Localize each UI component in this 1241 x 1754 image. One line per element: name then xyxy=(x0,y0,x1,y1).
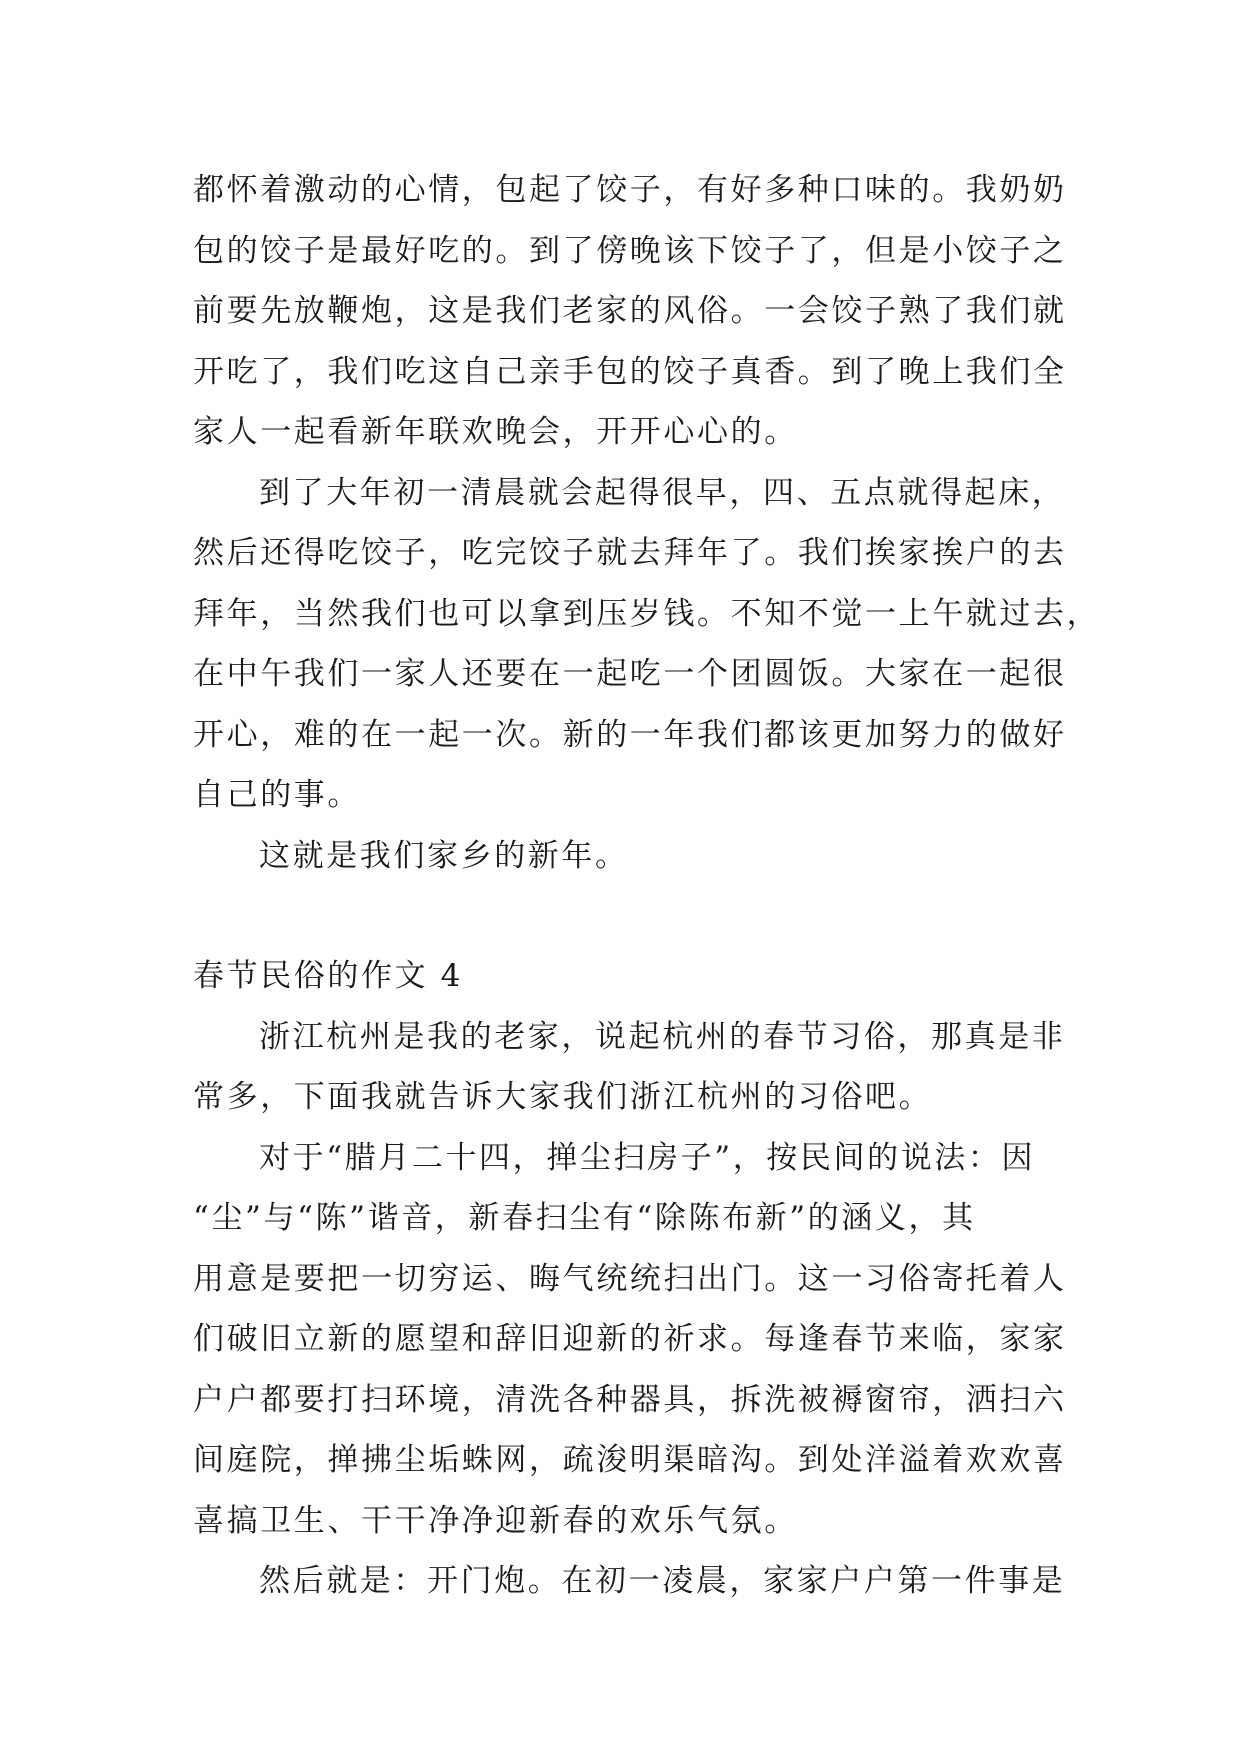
text-line: 都怀着激动的心情，包起了饺子，有好多种口味的。我奶奶 xyxy=(193,172,1067,208)
text-line: 喜搞卫生、干干净净迎新春的欢乐气氛。 xyxy=(193,1502,798,1539)
text-line: 然后就是：开门炮。在初一凌晨，家家户户第一件事是 xyxy=(259,1563,1066,1599)
text-line: 开心，难的在一起一次。新的一年我们都该更加努力的做好 xyxy=(193,716,1067,753)
text-line: 这就是我们家乡的新年。 xyxy=(259,837,629,874)
text-line: 开吃了，我们吃这自己亲手包的饺子真香。到了晚上我们全 xyxy=(193,353,1067,390)
text-line: 然后还得吃饺子，吃完饺子就去拜年了。我们挨家挨户的去 xyxy=(193,535,1067,571)
text-line: 用意是要把一切穷运、晦气统统扫出门。这一习俗寄托着人 xyxy=(193,1260,1067,1297)
text-line: 常多，下面我就告诉大家我们浙江杭州的习俗吧。 xyxy=(193,1079,933,1115)
paragraph-5 xyxy=(193,1128,1067,1552)
text-line: 对于“腊月二十四，掸尘扫房子”，按民间的说法：因 xyxy=(259,1139,1036,1176)
text-line: 浙江杭州是我的老家，说起杭州的春节习俗，那真是非 xyxy=(259,1018,1066,1055)
paragraph-2 xyxy=(193,463,1101,826)
section-title: 春节民俗的作文 4 xyxy=(193,958,463,994)
text-line: 包的饺子是最好吃的。到了傍晚该下饺子了，但是小饺子之 xyxy=(193,232,1067,269)
text-line: “尘”与“陈”谐音，新春扫尘有“除陈布新”的涵义，其 xyxy=(193,1200,976,1236)
paragraph-1 xyxy=(193,160,1067,463)
document-body xyxy=(193,160,1101,1612)
text-line: 到了大年初一清晨就会起得很早，四、五点就得起床， xyxy=(259,474,1066,511)
text-line: 户户都要打扫环境，清洗各种器具，拆洗被褥窗帘，洒扫六 xyxy=(193,1381,1067,1418)
text-line: 们破旧立新的愿望和辞旧迎新的祈求。每逢春节来临，家家 xyxy=(193,1321,1067,1357)
text-line: 自己的事。 xyxy=(193,777,361,813)
text-line: 在中午我们一家人还要在一起吃一个团圆饭。大家在一起很 xyxy=(193,656,1067,692)
text-line: 间庭院，掸拂尘垢蛛网，疏浚明渠暗沟。到处洋溢着欢欢喜 xyxy=(193,1442,1067,1478)
text-line: 拜年，当然我们也可以拿到压岁钱。不知不觉一上午就过去， xyxy=(193,595,1101,632)
paragraph-4 xyxy=(193,1007,1066,1128)
paragraph-3 xyxy=(193,826,1053,887)
text-line: 家人一起看新年联欢晚会，开开心心的。 xyxy=(193,414,798,450)
paragraph-6 xyxy=(193,1551,1066,1612)
text-line: 前要先放鞭炮，这是我们老家的风俗。一会饺子熟了我们就 xyxy=(193,293,1067,329)
section-spacer xyxy=(193,886,1053,946)
